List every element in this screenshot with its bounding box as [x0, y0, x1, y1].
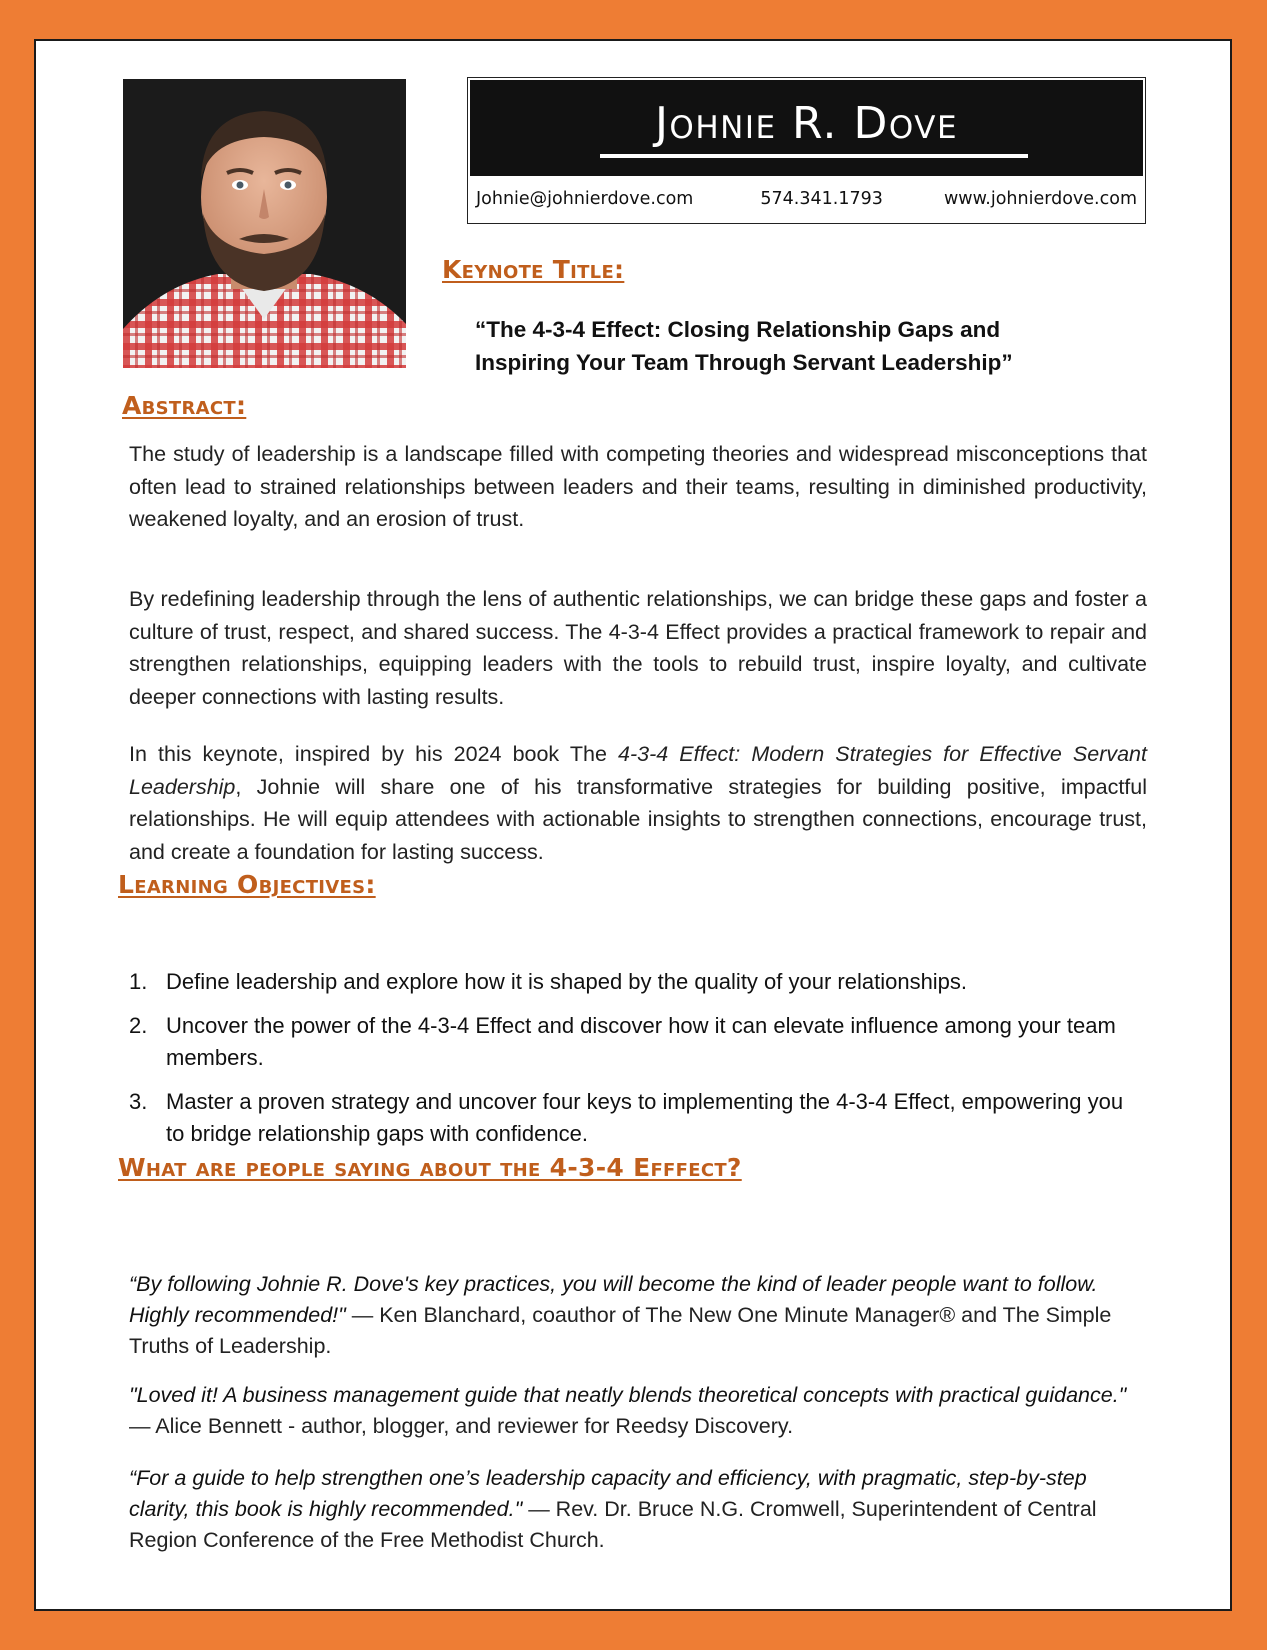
abstract-heading: Abstract:	[122, 391, 247, 420]
testimonial-attribution: — Ken Blanchard, coauthor of The New One Minute Manager® and The Simple Truths of Leadership.	[129, 1303, 1112, 1358]
list-text: Uncover the power of the 4-3-4 Effect and discover how it can elevate influence among your team members.	[166, 1012, 1116, 1070]
testimonial-attribution: — Rev. Dr. Bruce N.G. Cromwell, Superintendent of Central Region Conference of the Free Methodist Church.	[129, 1497, 1097, 1552]
testimonial-2	[129, 1380, 1139, 1442]
testimonial-quote: “By following Johnie R. Dove's key practices, you will become the kind of leader people want to follow. Highly recommended!"	[129, 1272, 1098, 1327]
list-item	[129, 1010, 1139, 1075]
abstract-paragraph-3	[129, 738, 1147, 868]
list-text: Master a proven strategy and uncover four keys to implementing the 4-3-4 Effect, empowering you to bridge relationship gaps with confidence.	[166, 1088, 1124, 1146]
contact-row	[468, 181, 1145, 217]
phone-number: 574.341.1793	[760, 189, 883, 209]
testimonial-3	[129, 1463, 1139, 1556]
abstract-paragraph-1: The study of leadership is a landscape filled with competing theories and widespread misconceptions that often lead to strained relationships between leaders and their teams, resulting in diminished productivity, weakened loyalty, and an erosion of trust.	[129, 442, 1147, 531]
name-header-box	[467, 77, 1146, 224]
testimonial-quote: "Loved it! A business management guide that neatly blends theoretical concepts with practical guidance."	[129, 1383, 1127, 1407]
testimonial-quote: “For a guide to help strengthen one’s leadership capacity and efficiency, with pragmatic, step-by-step clarity, this book is highly recommended."	[129, 1466, 1087, 1521]
keynote-title	[475, 313, 1135, 379]
flyer-page	[34, 39, 1232, 1611]
keynote-heading: Keynote Title:	[442, 255, 625, 284]
list-item	[129, 966, 1139, 999]
abstract-p3-rest: , Johnie will share one of his transformative strategies for building positive, impactful relationships. He will equip attendees with actionable insights to strengthen connections, encourage trust, and create a foundation for lasting success.	[129, 774, 1147, 864]
testimonial-1	[129, 1269, 1139, 1362]
abstract-paragraph-2: By redefining leadership through the lens of authentic relationships, we can bridge these gaps and foster a culture of trust, respect, and shared success. The 4-3-4 Effect provides a practical framework to repair and strengthen relationships, equipping leaders with the tools to rebuild trust, inspire loyalty, and cultivate deeper connections with lasting results.	[129, 587, 1147, 709]
testimonials-heading: What are people saying about the 4-3-4 Efffect?	[118, 1153, 742, 1182]
portrait-image	[123, 79, 406, 368]
list-item	[129, 1086, 1139, 1151]
testimonial-attribution: — Alice Bennett - author, blogger, and reviewer for Reedsy Discovery.	[129, 1414, 794, 1438]
name-underline	[600, 154, 1028, 158]
list-number: 3.	[129, 1088, 148, 1114]
email-link[interactable]: Johnie@johnierdove.com	[476, 189, 694, 209]
name-banner	[470, 80, 1143, 176]
book-title: 4-3-4 Effect: Modern Strategies for Effective Servant Leadership	[129, 742, 1147, 799]
list-number: 2.	[129, 1012, 148, 1038]
speaker-name: Johnie R. Dove	[654, 98, 959, 149]
objectives-heading: Learning Objectives:	[118, 870, 376, 899]
keynote-title-line2: Inspiring Your Team Through Servant Leadership”	[475, 350, 1013, 375]
speaker-photo	[123, 79, 406, 368]
keynote-title-line1: “The 4-3-4 Effect: Closing Relationship Gaps and	[475, 317, 1001, 342]
abstract-p3-intro: In this keynote, inspired by his 2024 book The	[129, 742, 619, 766]
website-link[interactable]: www.johnierdove.com	[943, 189, 1137, 209]
list-text: Define leadership and explore how it is shaped by the quality of your relationships.	[166, 969, 968, 994]
objectives-list	[129, 966, 1139, 1162]
list-number: 1.	[129, 969, 148, 994]
